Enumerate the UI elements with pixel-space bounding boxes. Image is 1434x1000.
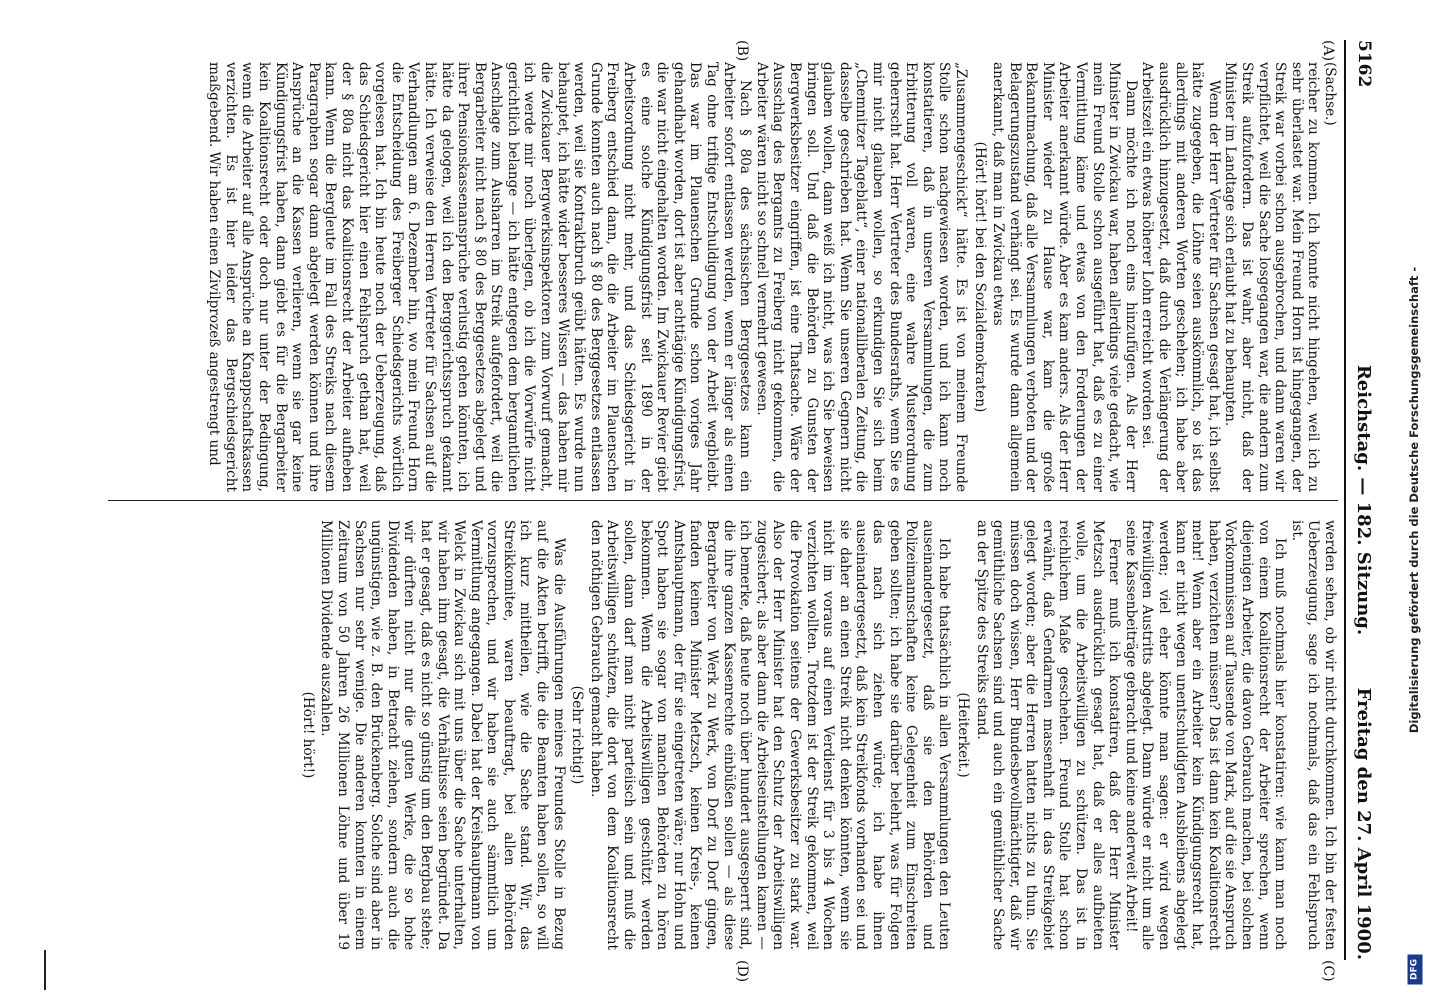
speaker-name: (Sachse.)	[1322, 62, 1338, 126]
paragraph: „Zusammengeschickt“ hätte. Es ist von meinem Freunde Stolle schon nachgewiesen worden, und ich kann noch konstatieren, daß in unseren Versammlungen, die zum Erbitterung voll waren, eine wahre Musterordnung geherrscht hat. Herr Vertreter des Bundesraths, wenn Sie es mir nicht glauben wollen, so erkundigen Sie sich beim „Chemnitzer Tageblatt“, einer nationalliberalen Zeitung, die dasselbe geschrieben hat. Wenn Sie unseren Gegnern nicht glauben wollen, dann weiß ich nicht, was ich Sie beweisen bringen soll. Und daß die Behörden zu Gunsten der Bergwerksbesitzer eingriffen, ist eine Thatsache. Wäre der Ausschlag des Bergamts zu Freiberg nicht gekommen, die Arbeiter wären nicht so schnell vermehrt gewesen.	[753, 62, 969, 492]
column-divider	[108, 500, 1338, 501]
page-number: 5162	[1354, 40, 1374, 88]
scan-edge-line	[44, 950, 46, 990]
left-text-column	[108, 62, 1338, 492]
paragraph: Was die Ausführungen meines Freundes Stolle in Bezug auf die Akten betrifft, die die Beamten haben sollen, so will ich kurz mittheilen, wie die Sache stand. Wir, das Streikkomitee, waren beauftragt, bei allen Behörden vorzusprechen, und wir haben sie auch sämmtlich um Vermittlung angegangen. Dabei hat der Kreishauptmann von Welck in Zwickau sich mit uns über die Sache unterhalten, wir haben ihm gesagt, die Verhältnisse seien begründet. Da hat er gesagt, daß es nicht so günstig um den Bergbau stehe; wir dürften nicht nur die guten Werke, die so hohe Dividenden haben, in Betracht ziehen, sondern auch die ungünstigen, wie z. B. den Brückenberg. Solche sind aber in Sachsen nur sehr wenige. Die anderen konnten in einem Zeitraum von 50 Jahren 26 Millionen Löhne und über 19 Millionen Dividende auszahlen.	[318, 520, 567, 950]
paragraph: reicher zu kommen. Ich konnte nicht hingehen, weil ich zu sehr überlastet war. Mein Freund Horn ist hingegangen, der Streik war vorbei schon ausgebrochen, und dann waren wir verpflichtet, weil die Sache losgegangen war, die andern zum Streik aufzufordern. Das ist wahr, aber nicht, daß der Minister im Landtage sich erlaubt hat zu behaupten.	[1222, 62, 1322, 492]
digitization-credit: Digitalisierung gefördert durch die Deutsche Forschungsgemeinschaft -	[1407, 266, 1421, 734]
paragraph: Dann möchte ich noch eins hinzufügen. Als der Herr Minister in Zwickau war, haben allerdings viele gedacht, wie mein Freund Stolle schon ausgeführt hat, daß es zu einer Vermittlung käme und etwas von den Forderungen der Arbeiter anerkannt würde. Aber es kam anders. Als der Herr Minister wieder zu Hause war, kam die große Bekanntmachung, daß alle Versammlungen verboten und der Belagerungszustand verhängt sei. Es wurde dann allgemein anerkannt, daß man in Zwickau etwas	[990, 62, 1139, 492]
interjection: (Hört! hört!)	[299, 691, 316, 779]
interjection: (Hört! hört! bei den Sozialdemokraten)	[971, 141, 988, 413]
margin-mark-d: (D)	[734, 960, 750, 983]
paragraph: Ich muß nochmals hier konstatiren: wie kann man noch von einem Koalitionsrecht der Arbeiter sprechen, wenn diejenigen Arbeiter, die davon Gebrauch machen, bei solchen Vorkommnissen auf Tausende von Mark, auf die sie Anspruch haben, verzichten müssen? Das ist dann kein Koalitionsrecht mehr! Wenn aber ein Arbeiter kein Kündigungsrecht hat, kann er nicht wegen unentschuldigten Ausbleibens abgelegt werden; viel eher könnte man sagen: er wird wegen freiwilligen Austritts abgelegt. Dann würde er nicht um alle seine Kassenbeiträge gebracht und keine anderweit Arbeit!	[1122, 520, 1289, 950]
paragraph: werden sehen, ob wir nicht durchkommen. Ich bin der festen Ueberzeugung, sage ich nochmals, daß das ein Fehlspruch ist.	[1288, 520, 1338, 950]
dfg-logo: DFG	[1408, 955, 1423, 985]
paragraph: Nach § 80a des sächsischen Berggesetzes kann ein Arbeiter sofort entlassen werden, wenn er länger als einen Tag ohne triftige Entschuldigung von der Arbeit wegbleibt. Das war im Plauenschen Grunde schon voriges Jahr gehandhabt worden, dort ist aber achttägige Kündigungsfrist, die war nicht eingehalten worden. Im Zwickauer Revier giebt es eine solche Kündigungsfrist seit 1890 in der Arbeitsordnung nicht mehr, und das Schiedsgericht in Freiberg entschied dann, die die Arbeiter im Plauenschen Grunde konnten auch nach § 80 des Berggesetzes entlassen werden, weil sie Kontraktbruch geübt hätten. Es wurde nun behauptet, ich hätte wider besseres Wissen — das haben mir die Zwickauer Bergwerksinspektoren zum Vorwurf gemacht, ich werde mir noch überlegen, ob ich die Vorwürfe nicht gerichtlich belange — ich hätte entgegen dem bergamtlichen Anschlage zum Ausharren im Streik aufgefordert, weil die Bergarbeiter nicht nach § 80 des Berggesetzes abgelegt und ihrer Pensionskassenansprüche verlustig gehen könnten, ich hätte da gelogen, weil ich den Berggerichtsspruch gekannt hätte. Ich verweise den Herren Vertreter für Sachsen auf die Verhandlungen am 6. Dezember hin, wo mein Freund Horn die Entscheidung des Freiberger Schiedsgerichts wörtlich vorgelesen hat. Ich bin heute noch der Ueberzeugung, daß das Schiedsgericht hier einen Fehlspruch gethan hat, weil der § 80a nicht das Koalitionsrecht der Arbeiter aufheben kann. Wenn die Bergleute im Fall des Streiks nach diesem Paragraphen sogar dann abgelegt werden können und ihre Ansprüche an die Kassen verlieren, wenn sie gar keine Kündigungsfrist haben, dann giebt es für die Bergarbeiter kein Koalitionsrecht oder doch nur unter der Bedingung, wenn die Arbeiter auf alle Ansprüche an Knappschaftskassen verzichten. Es ist hier leider das Bergschiedsgericht maßgebend. Wir haben einen Zivilprozeß angestrengt und	[206, 62, 754, 492]
page-title: Reichstag. — 182. Sitzung.	[1353, 364, 1374, 636]
margin-mark-c: (C)	[1320, 960, 1336, 982]
margin-mark-a: (A)	[1320, 40, 1336, 62]
paragraph: Ferner muß ich konstatiren, daß der Herr Minister Metzsch ausdrücklich gesagt hat, daß er alles aufbieten wolle, um die Arbeitswilligen zu schützen. Das ist in reichlichem Maße geschehen. Freund Stolle hat schon erwähnt, daß Gendarmen massenhaft in das Streikgebiet gelegt worden; aber die Herren hatten nichts zu thun. Sie müssen doch wissen, Herr Bundesbevollmächtigter, daß wir gemüthliche Sachsen sind und auch ein gemüthlicher Sache an der Spitze des Streiks stand.	[973, 520, 1123, 950]
interjection: (Sehr richtig!)	[569, 685, 586, 785]
margin-mark-b: (B)	[734, 40, 750, 62]
interjection: (Heiterkeit.)	[954, 692, 971, 778]
session-date: Freitag den 27. April 1900.	[1353, 687, 1374, 960]
paragraph: Ich habe thatsächlich in allen Versammlungen den Leuten auseinandergesetzt, daß sie den Behörden und Polizeimannschaften keine Gelegenheit zum Einschreiten geben sollten; ich habe sie darüber belehrt, was für Folgen das nach sich ziehen würde; ich habe ihnen auseinandergesetzt, daß kein Streikfonds vorhanden sei und sie daher an einen Streik nicht denken könnten, wenn sie nicht im voraus auf einen Verdienst für 3 bis 4 Wochen verzichten wollten. Trotzdem ist der Streik gekommen, weil die Provokation seitens der Gewerksbesitzer zu stark war. Also der Herr Minister hat den Schutz der Arbeitswilligen zugesichert; als aber dann die Arbeitseinstellungen kamen — ich bemerke, daß heute noch über hundert ausgesperrt sind, die ihre ganzen Kassenrechte einbüßen sollen — als diese Bergarbeiter von Werk zu Werk, von Dorf zu Dorf gingen, fanden keinen Minister Metzsch, keinen Kreis-, keinen Amtshauptmann, der für sie eingetreten wäre; nur Hohn und Spott haben sie sogar von manchen Behörden zu hören bekommen. Wenn die Arbeitswilligen geschützt werden sollen, dann darf man nicht parteiisch sein und muß die Arbeitswilligen schützen, die dort von dem Koalitionsrecht den nöthigen Gebrauch gemacht haben.	[587, 520, 953, 950]
page-header	[1344, 40, 1380, 960]
right-text-column	[108, 520, 1338, 950]
rotated-document-page	[70, 0, 1390, 990]
paragraph: Wenn der Herr Vertreter für Sachsen gesagt hat, ich selbst hätte zugegeben, die Löhne seien auskömmlich, so ist das allerdings mit anderen Worten geschehen; ich habe aber ausdrücklich hinzugesetzt, daß durch die Verlängerung der Arbeitszeit ein etwas höherer Lohn erreicht worden sei.	[1139, 62, 1222, 492]
